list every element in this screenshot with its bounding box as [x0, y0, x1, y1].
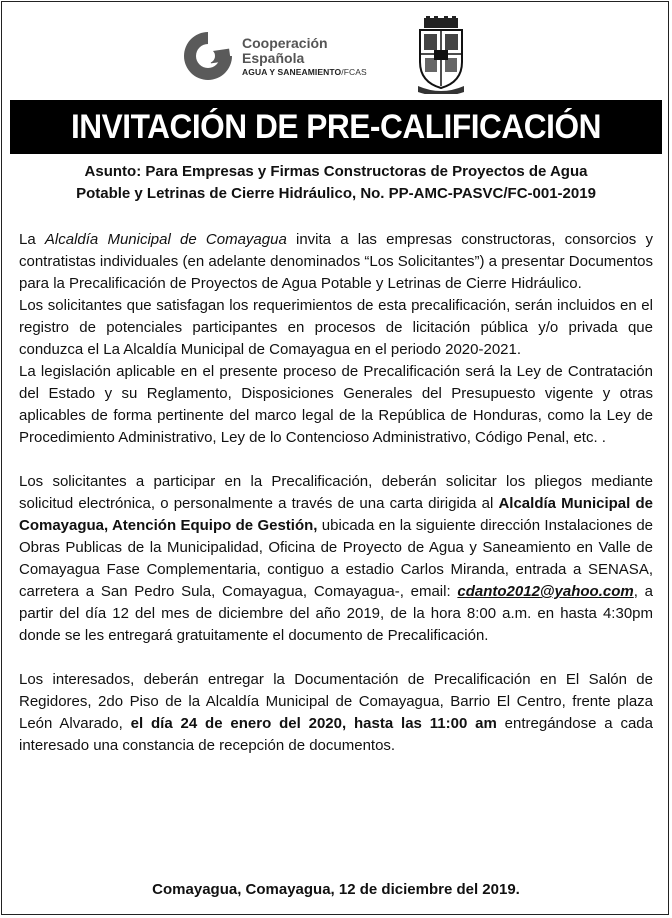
subject — [18, 161, 654, 205]
paragraph-1: La Alcaldía Municipal de Comayagua invita a las empresas constructoras, consorcios y contratistas individuales (en adelante denominados “Los Solicitantes”) a presentar Documentos para la Precalificación de Proyectos de Agua Potable y Letrinas de Cierre Hidráulico. — [19, 231, 654, 292]
paragraph-2: Los solicitantes que satisfagan los requerimientos de esta precalificación, serán incluidos en el registro de potenciales participantes en procesos de licitación pública y/o privada que conduzca el La Alcaldía Municipal de Comayagua en el periodo 2020-2021. — [19, 297, 653, 358]
subject-line-1: Asunto: Para Empresas y Firmas Constructoras de Proyectos de Agua — [84, 163, 588, 180]
logo-line-1: Cooperación — [242, 35, 328, 51]
logo-line-3: AGUA Y SANEAMIENTO/FCAS — [242, 67, 367, 77]
title-banner — [10, 100, 662, 154]
body-text — [19, 229, 653, 757]
paragraph-5: Los interesados, deberán entregar la Documentación de Precalificación en El Salón de Regidores, 2do Piso de la Alcaldía Municipal de Comayagua, Barrio El Centro, frente plaza León Alvarado, el día 24 de enero del 2020, hasta las 11:00 am entregándose a cada interesado una constancia de recepción de documentos. — [19, 671, 653, 754]
paragraph-4: Los solicitantes a participar en la Precalificación, deberán solicitar los pliegos mediante solicitud electrónica, o personalmente a través de una carta dirigida al Alcaldía Municipal de Comayagua, Atención Equipo de Gestión, ubicada en la siguiente dirección Instalaciones de Obras Publicas de la Municipalidad, Oficina de Proyecto de Agua y Saneamiento en Valle de Comayagua Fase Complementaria, contiguo a estadio Carlos Miranda, entrada a SENASA, carretera a San Pedro Sula, Comayagua, Comayagua-, email: cdanto2012@yahoo.com, a partir del día 12 del mes de diciembre del año 2019, de la hora 8:00 a.m. en hasta 4:30pm donde se les entregará gratuitamente el documento de Precalificación. — [19, 473, 653, 644]
subject-line-2: Potable y Letrinas de Cierre Hidráulico, No. PP-AMC-PASVC/FC-001-2019 — [76, 185, 596, 202]
cooperacion-espanola-wordmark — [242, 36, 367, 79]
coat-of-arms-icon — [416, 16, 466, 94]
place-and-date: Comayagua, Comayagua, 12 de diciembre del 2019. — [152, 881, 520, 898]
email-link[interactable]: cdanto2012@yahoo.com — [457, 583, 634, 600]
paragraph-3: La legislación aplicable en el presente proceso de Precalificación será la Ley de Contratación del Estado y su Reglamento, Disposiciones Generales del Presupuesto vigente y otras aplicables de forma pertinente del marco legal de la República de Honduras, como la Ley de Procedimiento Administrativo, Ley de lo Contencioso Administrativo, Código Penal, etc. . — [19, 363, 653, 446]
cooperacion-espanola-logo-icon — [180, 28, 236, 84]
page-title: INVITACIÓN DE PRE-CALIFICACIÓN — [70, 108, 602, 146]
logo-line-2: Española — [242, 50, 305, 66]
